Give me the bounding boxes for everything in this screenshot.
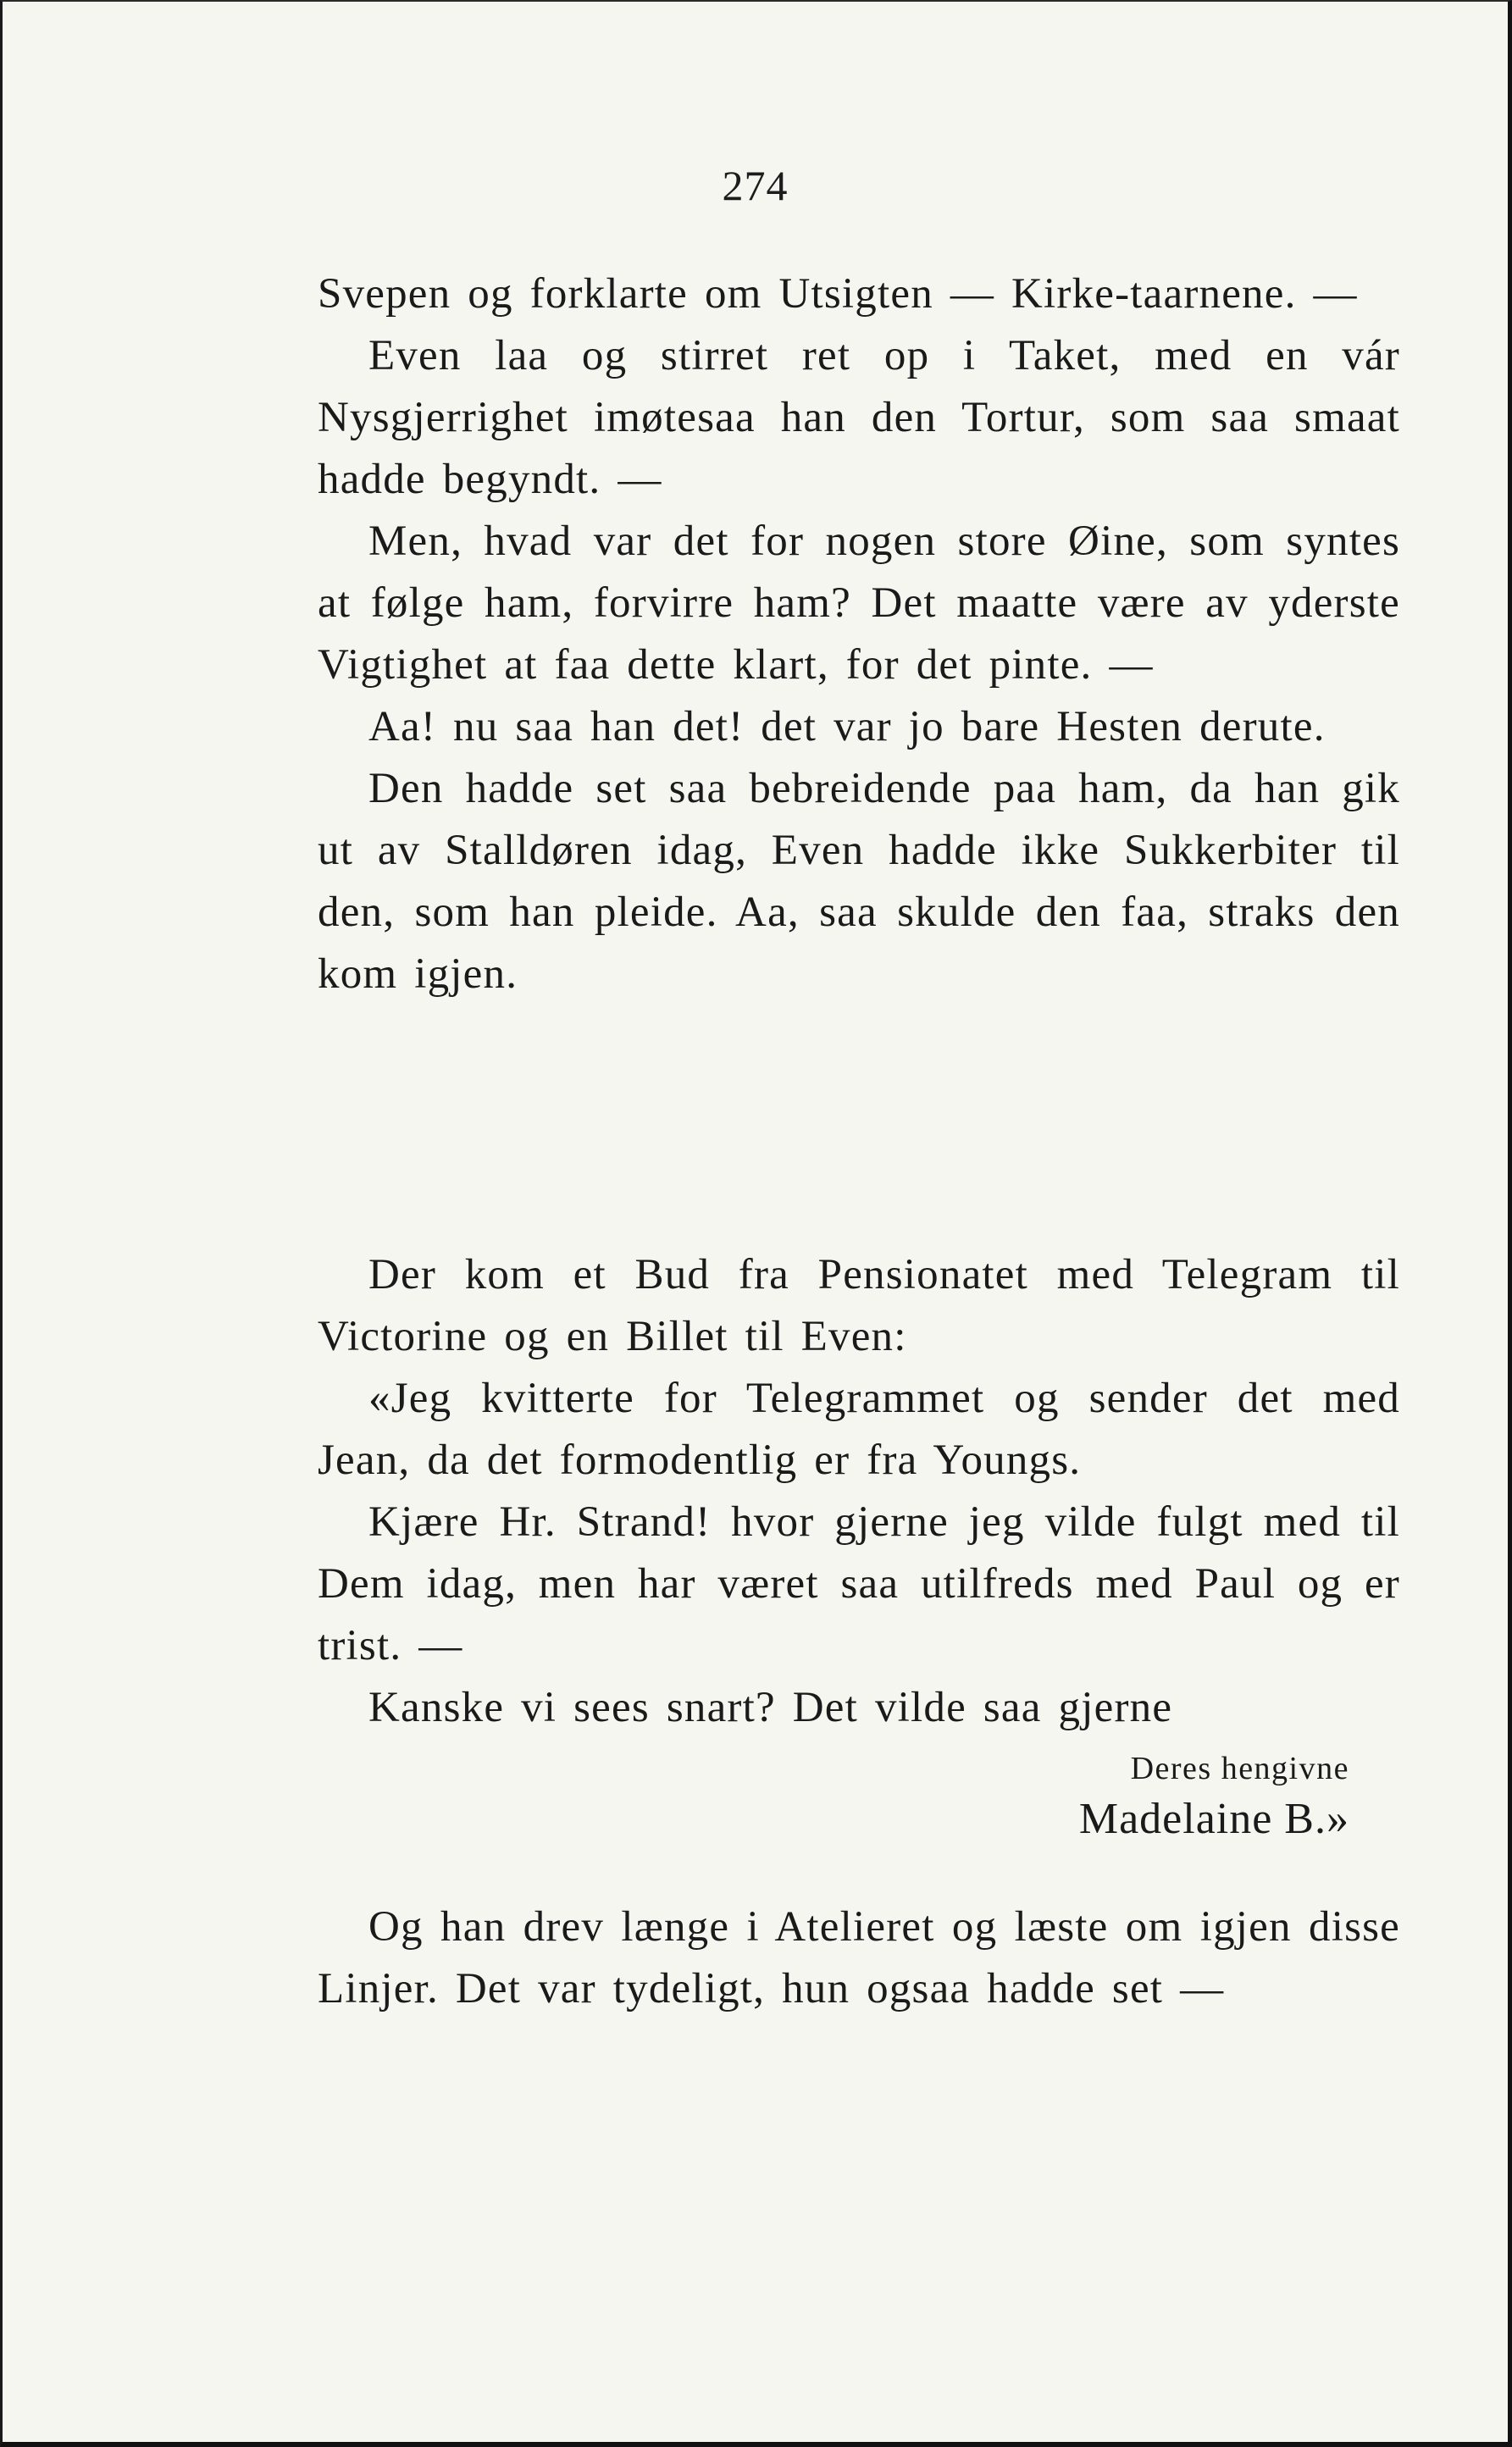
paragraph: Og han drev længe i Atelieret og læste om igjen disse Linjer. Det var tydeligt, hun ogsaa hadde set — (318, 1903, 1400, 2012)
paragraph: Kjære Hr. Strand! hvor gjerne jeg vilde fulgt med til Dem idag, men har været saa utilfreds med Paul og er trist. — (318, 1498, 1400, 1669)
paragraph: Men, hvad var det for nogen store Øine, som syntes at følge ham, forvirre ham? Det maatte være av yderste Vigtighet at faa dette klart, for det pinte. — (318, 518, 1400, 689)
paragraph: Even laa og stirret ret op i Taket, med en vár Nysgjerrighet imøtesaa han den Tortur, som saa smaat hadde begyndt. — (318, 332, 1400, 503)
page-number: 274 (722, 162, 789, 209)
paragraph: Den hadde set saa bebreidende paa ham, da han gik ut av Stalldøren idag, Even hadde ikke Sukkerbiter til den, som han pleide. Aa, saa skulde den faa, straks den kom igjen. (318, 765, 1400, 998)
paragraph: Der kom et Bud fra Pensionatet med Telegram til Victorine og en Billet til Even: (318, 1251, 1400, 1360)
paragraph: Aa! nu saa han det! det var jo bare Hesten derute. (368, 703, 1326, 750)
text-section-1 (318, 263, 1400, 1005)
paragraph: Svepen og forklarte om Utsigten — Kirke-taarnene. — (318, 270, 1358, 318)
signature-name: Madelaine B.» (1078, 1795, 1349, 1843)
paragraph: «Jeg kvitterte for Telegrammet og sender det med Jean, da det formodentlig er fra Youngs. (318, 1375, 1400, 1484)
signature-closing: Deres hengivne (1130, 1751, 1349, 1786)
text-section-3 (318, 1896, 1400, 2020)
letter-section (318, 1244, 1400, 1739)
paragraph: Kanske vi sees snart? Det vilde saa gjerne (368, 1684, 1173, 1731)
